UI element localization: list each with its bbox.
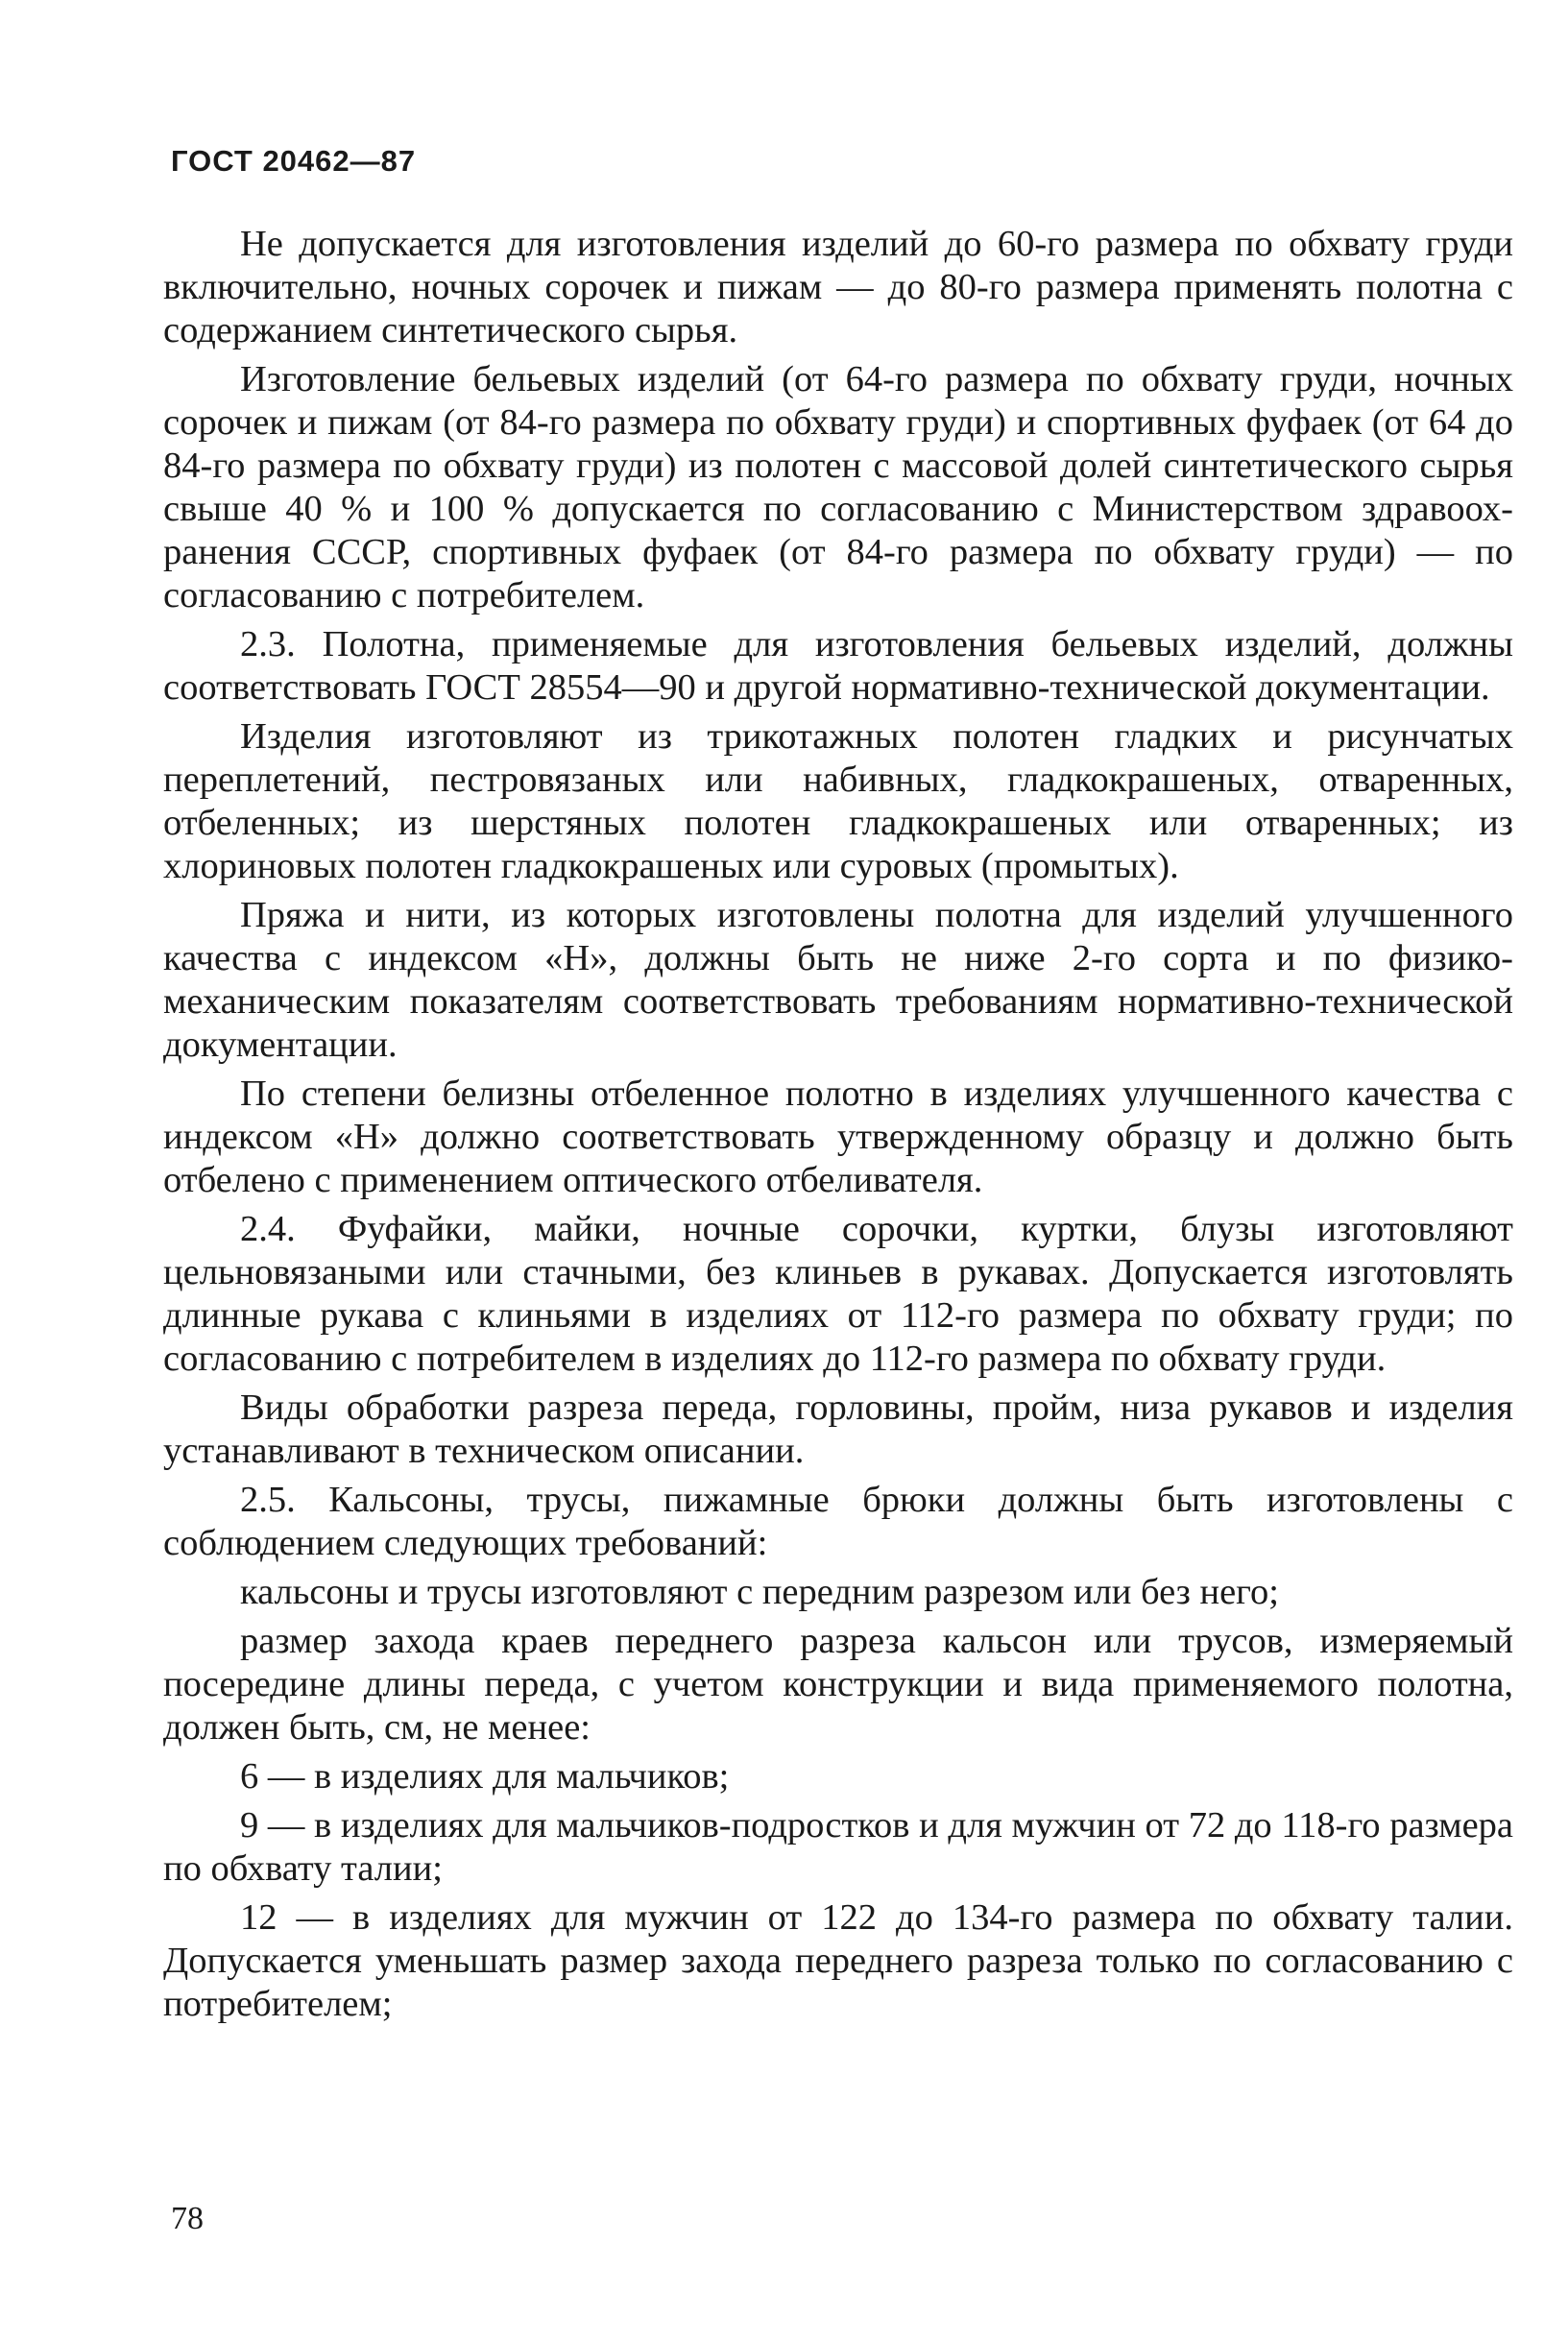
list-item-boys: 6 — в изделиях для мальчиков;	[240, 1756, 730, 1797]
list-item-teens-men: 9 — в изделиях для мальчиков-подростков и для мужчин от 72 до 118-го размера по обхвату талии;	[163, 1805, 1513, 1889]
page-number: 78	[171, 2201, 204, 2236]
paragraph-whiteness: По степени белизны отбеленное полотно в изделиях улучшенного качества с индексом «Н» должно соответствовать утвержденному образцу и должно быть отбелено с применением оптического отбеливателя.	[163, 1074, 1513, 1200]
paragraph-section-2-3: 2.3. Полотна, применяемые для изготовления бельевых изделий, должны соответствовать ГОСТ 28554—90 и другой нормативно-технической документации.	[163, 624, 1513, 708]
paragraph-overlap-size: размер захода краев переднего разреза кальсон или трусов, измеряемый посередине длины переда, с учетом конструкции и вида применяемого полотна, должен быть, см, не менее:	[163, 1621, 1513, 1748]
paragraph-synthetic-restriction: Не допускается для изготовления изделий до 60-го размера по обхвату груди включительно, ночных сорочек и пижам — до 80-го размера применять полотна с содержанием синтетического сырья.	[163, 224, 1513, 350]
list-item-large-men: 12 — в изделиях для мужчин от 122 до 134-го размера по обхвату талии. Допускается уменьшать размер захода переднего разреза только по согласованию с потребителем;	[163, 1897, 1513, 2024]
document-code-header: ГОСТ 20462—87	[171, 144, 417, 178]
paragraph-fabric-types: Изделия изготовляют из трикотажных полотен гладких и рисунчатых переплетений, пестровязаных или набивных, гладкокрашеных, отваренных, отбеленных; из шерстяных полотен гладкокрашеных или отваренных; из хлориновых полотен гладкокрашеных или суровых (промытых).	[163, 716, 1513, 886]
paragraph-front-slit: кальсоны и трусы изготовляют с передним разрезом или без него;	[240, 1572, 1279, 1612]
document-body	[163, 223, 1513, 2032]
paragraph-section-2-4: 2.4. Фуфайки, майки, ночные сорочки, куртки, блузы изготовляют цельновязаными или стачными, без клиньев в рукавах. Допускается изготовлять длинные рукава с клиньями в изделиях от 112-го размера по обхвату груди; по согласованию с потребителем в изделиях до 112-го размера по обхвату груди.	[163, 1209, 1513, 1379]
paragraph-synthetic-approval: Изготовление бельевых изделий (от 64-го размера по обхвату груди, ночных сорочек и пижам (от 84-го размера по обхвату груди) и спортивных фуфаек (от 64 до 84-го размера по обхвату груди) из полотен с массовой долей синтетического сырья свыше 40 % и 100 % допускается по согласованию с Министерством здравоохранения СССР, спортивных фуфаек (от 84-го размера по обхвату груди) — по согласованию с потребителем.	[163, 359, 1513, 615]
paragraph-yarn-quality: Пряжа и нити, из которых изготовлены полотна для изделий улучшенного качества с индексом «Н», должны быть не ниже 2-го сорта и по физико-механическим показателям соответствовать требованиям нормативно-технической документации.	[163, 895, 1513, 1065]
paragraph-processing-types: Виды обработки разреза переда, горловины, пройм, низа рукавов и изделия устанавливают в техническом описании.	[163, 1387, 1513, 1471]
paragraph-section-2-5: 2.5. Кальсоны, трусы, пижамные брюки должны быть изготовлены с соблюдением следующих требований:	[163, 1480, 1513, 1563]
